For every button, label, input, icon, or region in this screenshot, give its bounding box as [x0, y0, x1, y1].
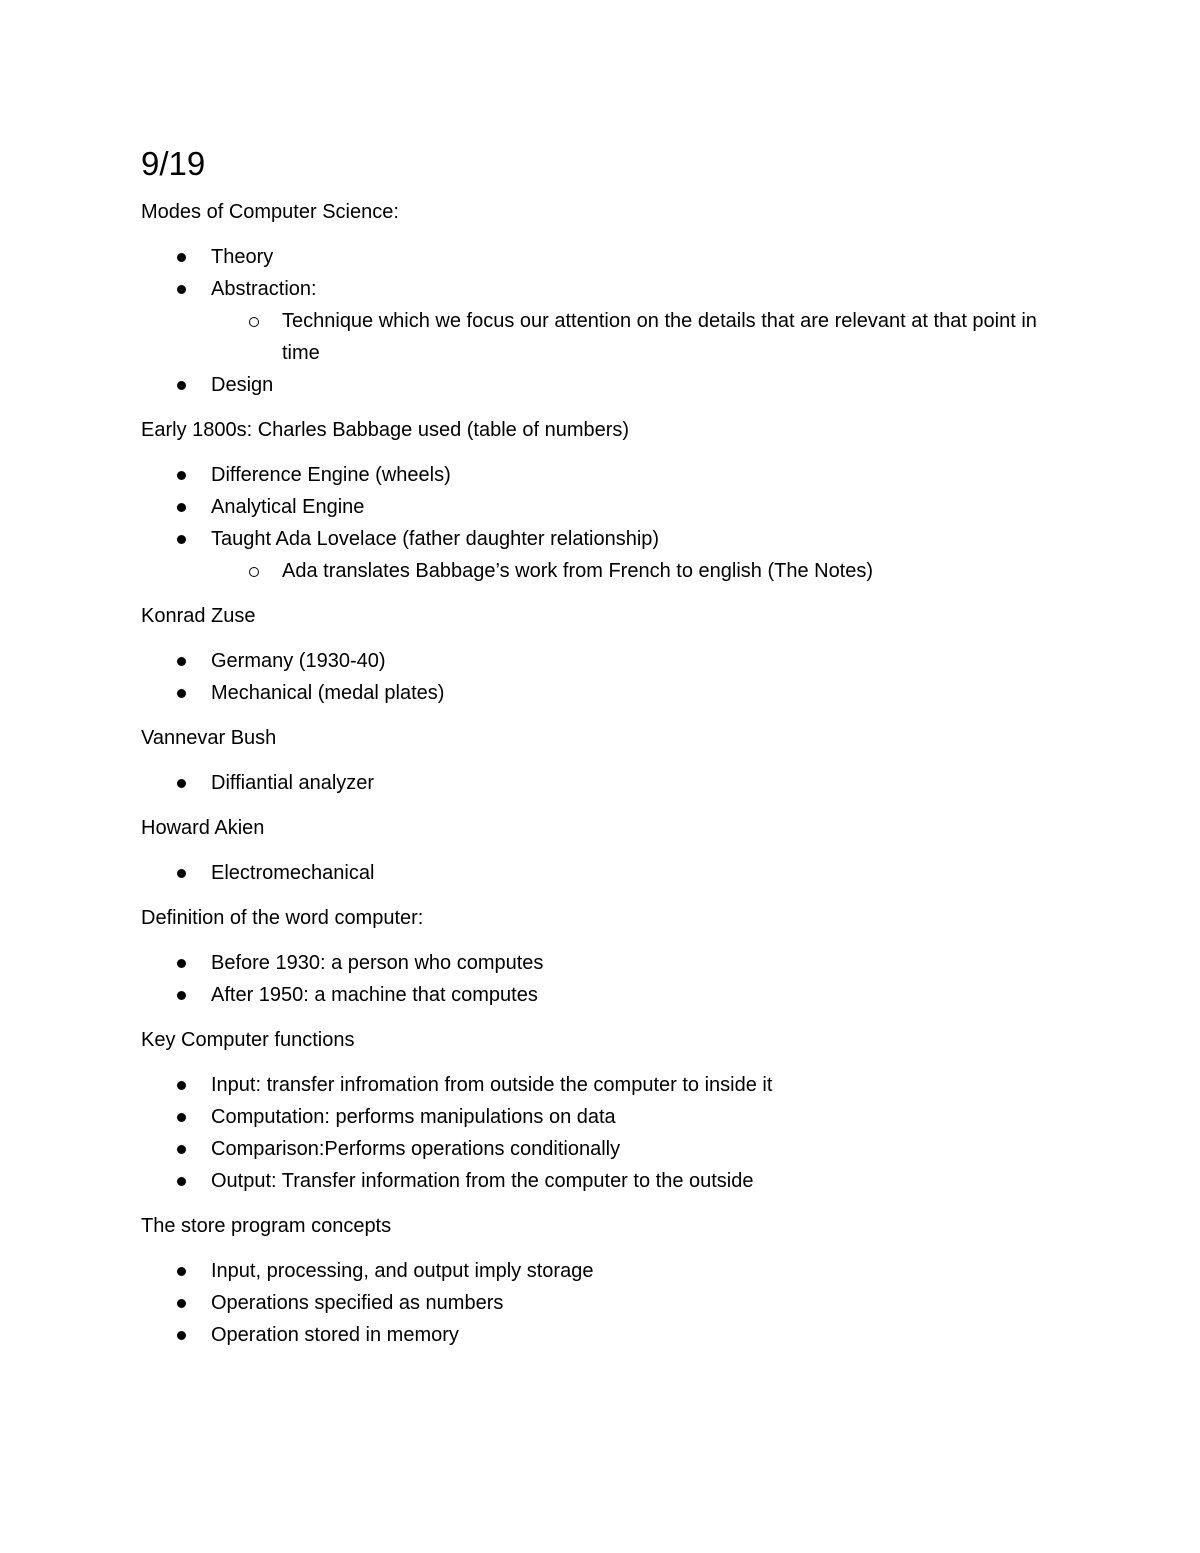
section-heading: Key Computer functions	[141, 1029, 355, 1051]
notes-section	[141, 1210, 1061, 1351]
sub-bullet-list	[211, 305, 1061, 369]
list-item-text: Mechanical (medal plates)	[211, 682, 445, 704]
bullet-list	[141, 1069, 1061, 1197]
list-item	[141, 1165, 1061, 1197]
bullet-icon	[177, 535, 186, 544]
sub-list-item-text: Ada translates Babbage’s work from French to english (The Notes)	[282, 560, 874, 582]
list-item-text: Difference Engine (wheels)	[211, 464, 451, 486]
list-item-text: Input, processing, and output imply storage	[211, 1260, 594, 1282]
bullet-icon	[177, 503, 186, 512]
section-heading: Definition of the word computer:	[141, 907, 424, 929]
list-item-text: Germany (1930-40)	[211, 650, 386, 672]
list-item-text: Theory	[211, 246, 274, 268]
notes-section	[141, 902, 1061, 1011]
section-heading: The store program concepts	[141, 1215, 392, 1237]
list-item-text: Operations specified as numbers	[211, 1292, 504, 1314]
notes-section	[141, 196, 1061, 401]
notes-sections	[141, 196, 1061, 1351]
list-item-text: Design	[211, 374, 274, 396]
notes-section	[141, 600, 1061, 709]
section-heading: Konrad Zuse	[141, 605, 256, 627]
list-item	[141, 947, 1061, 979]
list-item	[141, 979, 1061, 1011]
bullet-icon	[177, 959, 186, 968]
bullet-icon	[177, 471, 186, 480]
bullet-list	[141, 645, 1061, 709]
bullet-list	[141, 1255, 1061, 1351]
bullet-list	[141, 241, 1061, 401]
list-item	[141, 491, 1061, 523]
notes-section	[141, 1024, 1061, 1197]
notes-section	[141, 812, 1061, 889]
bullet-icon	[177, 1081, 186, 1090]
bullet-icon	[177, 1177, 186, 1186]
list-item-text: Electromechanical	[211, 862, 375, 884]
list-item	[141, 1133, 1061, 1165]
list-item-text: Operation stored in memory	[211, 1324, 459, 1346]
list-item-text: Analytical Engine	[211, 496, 365, 518]
section-heading: Howard Akien	[141, 817, 265, 839]
bullet-icon	[177, 1267, 186, 1276]
bullet-icon	[177, 1331, 186, 1340]
bullet-icon	[177, 657, 186, 666]
sub-list-item	[211, 305, 1061, 369]
section-heading: Vannevar Bush	[141, 727, 277, 749]
list-item	[141, 369, 1061, 401]
bullet-icon	[177, 1145, 186, 1154]
list-item-text: Computation: performs manipulations on data	[211, 1106, 616, 1128]
list-item-text: Diffiantial analyzer	[211, 772, 375, 794]
list-item	[141, 1101, 1061, 1133]
list-item	[141, 523, 1061, 587]
list-item-text: Comparison:Performs operations conditionally	[211, 1138, 621, 1160]
sub-list-item	[211, 555, 1061, 587]
bullet-icon	[177, 381, 186, 390]
hollow-bullet-icon	[249, 567, 259, 577]
bullet-icon	[177, 779, 186, 788]
bullet-icon	[177, 253, 186, 262]
bullet-list	[141, 767, 1061, 799]
list-item-text: Taught Ada Lovelace (father daughter relationship)	[211, 528, 660, 550]
list-item	[141, 767, 1061, 799]
notes-page	[141, 140, 1061, 1364]
page-title: 9/19	[141, 145, 206, 182]
bullet-icon	[177, 285, 186, 294]
list-item-text: Input: transfer infromation from outside the computer to inside it	[211, 1074, 773, 1096]
bullet-icon	[177, 689, 186, 698]
bullet-icon	[177, 869, 186, 878]
list-item	[141, 1319, 1061, 1351]
list-item	[141, 645, 1061, 677]
bullet-icon	[177, 991, 186, 1000]
notes-section	[141, 414, 1061, 587]
list-item	[141, 857, 1061, 889]
sub-list-item-text: Technique which we focus our attention on the details that are relevant at that point in time	[282, 310, 1037, 364]
bullet-icon	[177, 1299, 186, 1308]
list-item	[141, 459, 1061, 491]
list-item	[141, 1069, 1061, 1101]
list-item	[141, 273, 1061, 369]
list-item	[141, 1287, 1061, 1319]
section-heading: Early 1800s: Charles Babbage used (table of numbers)	[141, 419, 630, 441]
list-item	[141, 1255, 1061, 1287]
list-item	[141, 241, 1061, 273]
bullet-list	[141, 857, 1061, 889]
list-item-text: Before 1930: a person who computes	[211, 952, 544, 974]
notes-section	[141, 722, 1061, 799]
list-item-text: Output: Transfer information from the computer to the outside	[211, 1170, 754, 1192]
sub-bullet-list	[211, 555, 1061, 587]
bullet-icon	[177, 1113, 186, 1122]
hollow-bullet-icon	[249, 317, 259, 327]
list-item-text: After 1950: a machine that computes	[211, 984, 538, 1006]
bullet-list	[141, 947, 1061, 1011]
list-item	[141, 677, 1061, 709]
list-item-text: Abstraction:	[211, 278, 317, 300]
section-heading: Modes of Computer Science:	[141, 201, 399, 223]
bullet-list	[141, 459, 1061, 587]
